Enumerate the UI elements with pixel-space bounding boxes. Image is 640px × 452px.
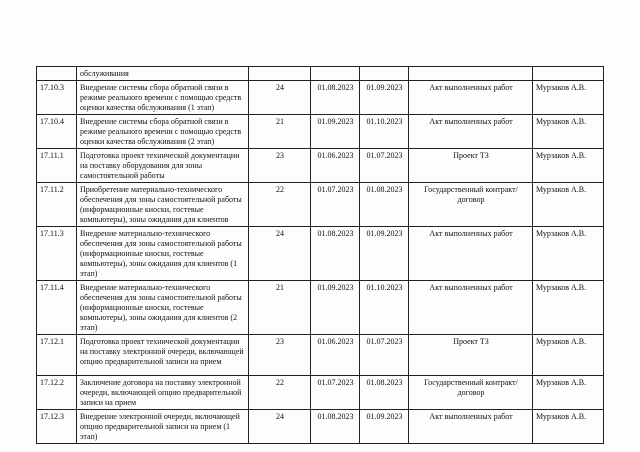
cell-duration: 23 — [249, 335, 311, 376]
cell-number: 17.10.3 — [37, 81, 77, 115]
cell-document: Проект ТЗ — [409, 335, 533, 376]
cell-number: 17.11.2 — [37, 183, 77, 227]
cell-end-date: 01.09.2023 — [360, 81, 409, 115]
schedule-table-body — [37, 67, 604, 444]
cell-task-name: Внедрение материально-технического обеспечения для зоны самостоятельной работы (информационные киоски, гостевые компьютеры), зоны ожидания для клиентов (2 этап) — [77, 281, 249, 335]
cell-task-name: Заключение договора на поставку электронной очереди, включающей опцию предварительной записи на прием — [77, 376, 249, 410]
cell-end-date: 01.09.2023 — [360, 410, 409, 444]
cell-responsible: Мурзаков А.В. — [533, 149, 604, 183]
cell-task-name: Подготовка проект технической документации на поставку электронной очереди, включающей опцию предварительной записи на прием — [77, 335, 249, 376]
cell-document: Акт выполненных работ — [409, 227, 533, 281]
cell-number: 17.11.1 — [37, 149, 77, 183]
cell-responsible: Мурзаков А.В. — [533, 335, 604, 376]
cell-duration: 24 — [249, 81, 311, 115]
cell-duration: 22 — [249, 376, 311, 410]
table-row-continuation — [37, 67, 604, 81]
cell-start-date: 01.08.2023 — [311, 81, 360, 115]
cell-end-date: 01.10.2023 — [360, 281, 409, 335]
cell-task-name: Внедрение системы сбора обратной связи в режиме реального времени с помощью средств оценки качества обслуживания (1 этап) — [77, 81, 249, 115]
table-row — [37, 335, 604, 376]
cell-number: 17.11.4 — [37, 281, 77, 335]
cell-responsible — [533, 67, 604, 81]
cell-start-date: 01.06.2023 — [311, 335, 360, 376]
table-row — [37, 376, 604, 410]
cell-responsible: Мурзаков А.В. — [533, 81, 604, 115]
cell-document — [409, 67, 533, 81]
cell-end-date: 01.10.2023 — [360, 115, 409, 149]
cell-duration: 21 — [249, 281, 311, 335]
cell-task-name: Внедрение электронной очереди, включающей опцию предварительной записи на прием (1 этап) — [77, 410, 249, 444]
cell-document: Акт выполненных работ — [409, 81, 533, 115]
cell-number: 17.12.2 — [37, 376, 77, 410]
cell-start-date: 01.09.2023 — [311, 281, 360, 335]
cell-start-date: 01.06.2023 — [311, 149, 360, 183]
cell-number — [37, 67, 77, 81]
cell-end-date: 01.08.2023 — [360, 183, 409, 227]
cell-document: Акт выполненных работ — [409, 410, 533, 444]
cell-end-date: 01.09.2023 — [360, 227, 409, 281]
cell-start-date: 01.07.2023 — [311, 376, 360, 410]
table-row — [37, 149, 604, 183]
cell-document: Государственный контракт/договор — [409, 183, 533, 227]
cell-responsible: Мурзаков А.В. — [533, 227, 604, 281]
cell-duration: 22 — [249, 183, 311, 227]
cell-duration: 21 — [249, 115, 311, 149]
cell-document: Проект ТЗ — [409, 149, 533, 183]
cell-responsible: Мурзаков А.В. — [533, 410, 604, 444]
table-row — [37, 183, 604, 227]
cell-end-date: 01.07.2023 — [360, 149, 409, 183]
cell-document: Государственный контракт/договор — [409, 376, 533, 410]
cell-number: 17.11.3 — [37, 227, 77, 281]
cell-start-date: 01.07.2023 — [311, 183, 360, 227]
cell-task-name: Приобретение материально-технического обеспечения для зоны самостоятельной работы (информационные киоски, гостевые компьютеры), зоны ожидания для клиентов — [77, 183, 249, 227]
cell-document: Акт выполненных работ — [409, 281, 533, 335]
table-row — [37, 115, 604, 149]
cell-start-date: 01.08.2023 — [311, 410, 360, 444]
cell-start-date — [311, 67, 360, 81]
cell-end-date — [360, 67, 409, 81]
cell-task-name: Внедрение системы сбора обратной связи в режиме реального времени с помощью средств оценки качества обслуживания (2 этап) — [77, 115, 249, 149]
cell-duration — [249, 67, 311, 81]
cell-duration: 24 — [249, 227, 311, 281]
table-row — [37, 281, 604, 335]
table-row — [37, 227, 604, 281]
cell-number: 17.12.1 — [37, 335, 77, 376]
cell-task-name: Внедрение материально-технического обеспечения для зоны самостоятельной работы (информационные киоски, гостевые компьютеры), зоны ожидания для клиентов (1 этап) — [77, 227, 249, 281]
cell-duration: 23 — [249, 149, 311, 183]
cell-end-date: 01.08.2023 — [360, 376, 409, 410]
cell-number: 17.10.4 — [37, 115, 77, 149]
cell-task-name: Подготовка проект технической документации на поставку оборудования для зоны самостоятельной работы — [77, 149, 249, 183]
cell-document: Акт выполненных работ — [409, 115, 533, 149]
table-row — [37, 410, 604, 444]
cell-responsible: Мурзаков А.В. — [533, 376, 604, 410]
table-row — [37, 81, 604, 115]
cell-number: 17.12.3 — [37, 410, 77, 444]
cell-responsible: Мурзаков А.В. — [533, 281, 604, 335]
cell-responsible: Мурзаков А.В. — [533, 183, 604, 227]
cell-start-date: 01.09.2023 — [311, 115, 360, 149]
cell-duration: 24 — [249, 410, 311, 444]
cell-task-name: обслуживания — [77, 67, 249, 81]
cell-start-date: 01.08.2023 — [311, 227, 360, 281]
cell-end-date: 01.07.2023 — [360, 335, 409, 376]
schedule-table — [36, 66, 604, 444]
cell-responsible: Мурзаков А.В. — [533, 115, 604, 149]
